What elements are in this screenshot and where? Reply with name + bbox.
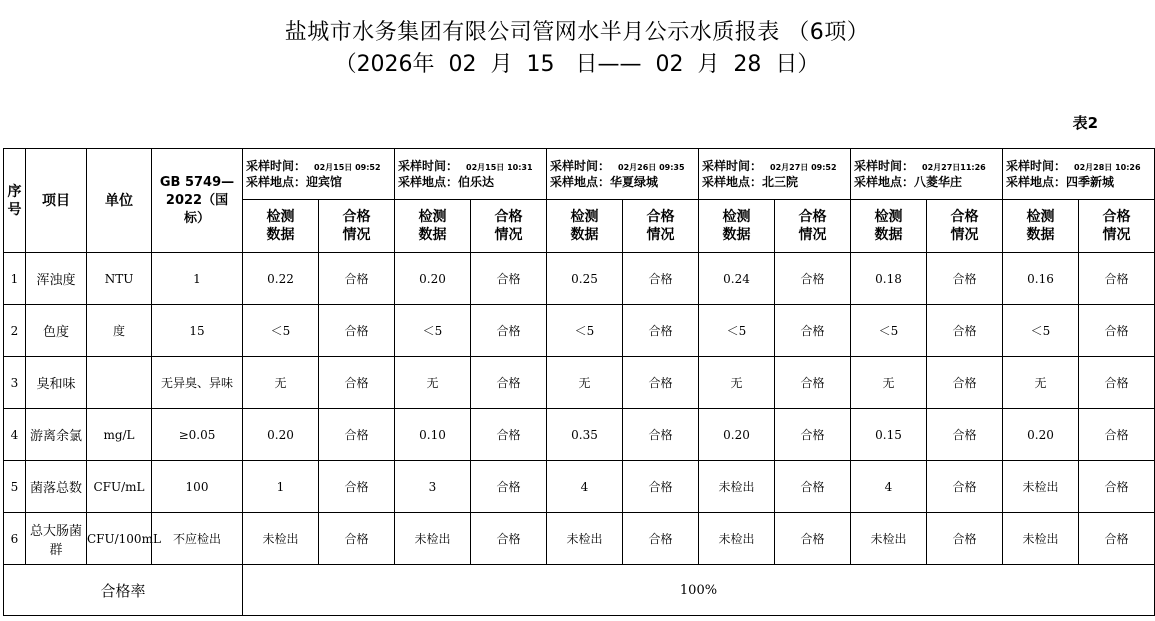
item-name: 臭和味 <box>26 357 87 409</box>
detect-value: 0.15 <box>851 409 927 461</box>
site-header <box>547 149 699 200</box>
item-standard: 15 <box>152 305 243 357</box>
header-seq: 序号 <box>4 149 26 253</box>
header-unit: 单位 <box>87 149 152 253</box>
item-unit: CFU/mL <box>87 461 152 513</box>
site-header <box>699 149 851 200</box>
header-standard: GB 5749—2022（国标） <box>152 149 243 253</box>
detect-value: 无 <box>851 357 927 409</box>
pass-status: 合格 <box>927 513 1003 565</box>
header-pass-status: 合格情况 <box>927 200 1003 253</box>
table-row <box>4 513 1155 565</box>
detect-value: 0.25 <box>547 253 623 305</box>
item-unit: 度 <box>87 305 152 357</box>
pass-status: 合格 <box>319 409 395 461</box>
item-unit <box>87 357 152 409</box>
detect-value: 3 <box>395 461 471 513</box>
table-row <box>4 253 1155 305</box>
detect-value: ＜5 <box>395 305 471 357</box>
sample-time-label: 采样时间： <box>854 158 915 173</box>
sample-time-label: 采样时间： <box>246 158 307 173</box>
detect-value: 无 <box>699 357 775 409</box>
report-title: 盐城市水务集团有限公司管网水半月公示水质报表 （6项） <box>284 20 870 45</box>
detect-value: 未检出 <box>395 513 471 565</box>
detect-value: 未检出 <box>699 513 775 565</box>
item-unit: CFU/100mL <box>87 513 152 565</box>
site-header <box>243 149 395 200</box>
pass-status: 合格 <box>1079 305 1155 357</box>
item-standard: 不应检出 <box>152 513 243 565</box>
pass-status: 合格 <box>1079 409 1155 461</box>
detect-value: 0.20 <box>395 253 471 305</box>
detect-value: 未检出 <box>1003 461 1079 513</box>
site-header <box>851 149 1003 200</box>
pass-status: 合格 <box>1079 513 1155 565</box>
detect-value: 未检出 <box>699 461 775 513</box>
header-detect-data: 检测数据 <box>699 200 775 253</box>
row-number: 4 <box>4 409 26 461</box>
sample-place-value: 华夏绿城 <box>610 174 659 189</box>
detect-value: 未检出 <box>1003 513 1079 565</box>
header-pass-status: 合格情况 <box>623 200 699 253</box>
detect-value: ＜5 <box>699 305 775 357</box>
pass-status: 合格 <box>1079 357 1155 409</box>
pass-status: 合格 <box>471 305 547 357</box>
detect-value: 无 <box>547 357 623 409</box>
detect-value: 0.24 <box>699 253 775 305</box>
sample-place-value: 四季新城 <box>1066 174 1115 189</box>
detect-value: 0.10 <box>395 409 471 461</box>
detect-value: 无 <box>395 357 471 409</box>
sample-time-value: 02月26日 09:35 <box>618 162 685 172</box>
pass-status: 合格 <box>775 357 851 409</box>
sample-time-value: 02月28日 10:26 <box>1074 162 1141 172</box>
header-detect-data: 检测数据 <box>1003 200 1079 253</box>
detect-value: 未检出 <box>851 513 927 565</box>
sample-place-label: 采样地点： <box>398 174 459 189</box>
pass-status: 合格 <box>471 409 547 461</box>
pass-status: 合格 <box>927 409 1003 461</box>
pass-status: 合格 <box>471 357 547 409</box>
sample-time-value: 02月15日 09:52 <box>314 162 381 172</box>
table-row <box>4 409 1155 461</box>
detect-value: ＜5 <box>547 305 623 357</box>
row-number: 3 <box>4 357 26 409</box>
pass-status: 合格 <box>319 461 395 513</box>
pass-status: 合格 <box>623 513 699 565</box>
water-quality-table <box>3 148 1155 616</box>
table-row <box>4 461 1155 513</box>
table-row <box>4 305 1155 357</box>
detect-value: 0.16 <box>1003 253 1079 305</box>
item-name: 菌落总数 <box>26 461 87 513</box>
pass-status: 合格 <box>775 305 851 357</box>
pass-status: 合格 <box>319 305 395 357</box>
header-pass-status: 合格情况 <box>471 200 547 253</box>
row-number: 5 <box>4 461 26 513</box>
pass-status: 合格 <box>775 409 851 461</box>
pass-status: 合格 <box>623 461 699 513</box>
sample-place-label: 采样地点： <box>1006 174 1067 189</box>
pass-status: 合格 <box>471 461 547 513</box>
sample-time-label: 采样时间： <box>702 158 763 173</box>
item-standard: 无异臭、异味 <box>152 357 243 409</box>
table-number-label: 表2 <box>1072 114 1098 132</box>
item-standard: 100 <box>152 461 243 513</box>
sample-time-value: 02月15日 10:31 <box>466 162 533 172</box>
pass-status: 合格 <box>927 357 1003 409</box>
detect-value: 0.18 <box>851 253 927 305</box>
item-name: 色度 <box>26 305 87 357</box>
detect-value: 无 <box>1003 357 1079 409</box>
row-number: 6 <box>4 513 26 565</box>
pass-status: 合格 <box>623 253 699 305</box>
pass-status: 合格 <box>775 513 851 565</box>
summary-row <box>4 565 1155 616</box>
detect-value: 0.20 <box>699 409 775 461</box>
row-number: 2 <box>4 305 26 357</box>
sample-time-value: 02月27日 09:52 <box>770 162 837 172</box>
detect-value: 未检出 <box>243 513 319 565</box>
detect-value: ＜5 <box>851 305 927 357</box>
detect-value: 0.20 <box>243 409 319 461</box>
item-name: 浑浊度 <box>26 253 87 305</box>
sample-place-value: 迎宾馆 <box>306 174 343 189</box>
item-name: 总大肠菌群 <box>26 513 87 565</box>
sample-time-label: 采样时间： <box>398 158 459 173</box>
item-standard: ≥0.05 <box>152 409 243 461</box>
sample-time-value: 02月27日11:26 <box>922 162 986 172</box>
detect-value: 0.20 <box>1003 409 1079 461</box>
pass-status: 合格 <box>775 461 851 513</box>
sample-place-label: 采样地点： <box>702 174 763 189</box>
header-detect-data: 检测数据 <box>547 200 623 253</box>
sample-place-label: 采样地点： <box>246 174 307 189</box>
header-pass-status: 合格情况 <box>775 200 851 253</box>
pass-status: 合格 <box>927 253 1003 305</box>
detect-value: 0.35 <box>547 409 623 461</box>
site-header <box>1003 149 1155 200</box>
header-detect-data: 检测数据 <box>395 200 471 253</box>
item-name: 游离余氯 <box>26 409 87 461</box>
pass-status: 合格 <box>319 357 395 409</box>
sample-place-value: 八菱华庄 <box>914 174 963 189</box>
detect-value: 未检出 <box>547 513 623 565</box>
header-item: 项目 <box>26 149 87 253</box>
pass-status: 合格 <box>927 305 1003 357</box>
pass-status: 合格 <box>319 513 395 565</box>
detect-value: 4 <box>851 461 927 513</box>
pass-status: 合格 <box>623 409 699 461</box>
table-row <box>4 357 1155 409</box>
detect-value: 0.22 <box>243 253 319 305</box>
sample-place-value: 北三院 <box>762 174 799 189</box>
table-body <box>4 253 1155 565</box>
item-standard: 1 <box>152 253 243 305</box>
row-number: 1 <box>4 253 26 305</box>
detect-value: 无 <box>243 357 319 409</box>
site-header <box>395 149 547 200</box>
header-detect-data: 检测数据 <box>243 200 319 253</box>
pass-status: 合格 <box>775 253 851 305</box>
pass-status: 合格 <box>1079 461 1155 513</box>
pass-rate-label: 合格率 <box>4 565 243 616</box>
pass-status: 合格 <box>927 461 1003 513</box>
header-pass-status: 合格情况 <box>319 200 395 253</box>
sample-place-label: 采样地点： <box>550 174 611 189</box>
pass-status: 合格 <box>623 357 699 409</box>
detect-value: ＜5 <box>1003 305 1079 357</box>
sample-time-label: 采样时间： <box>1006 158 1067 173</box>
sample-place-value: 伯乐达 <box>458 174 495 189</box>
pass-status: 合格 <box>471 253 547 305</box>
detect-value: ＜5 <box>243 305 319 357</box>
pass-rate-value: 100% <box>243 565 1155 616</box>
report-date-range: （2026年 02 月 15 日—— 02 月 28 日） <box>334 52 820 77</box>
pass-status: 合格 <box>319 253 395 305</box>
pass-status: 合格 <box>1079 253 1155 305</box>
header-pass-status: 合格情况 <box>1079 200 1155 253</box>
sample-time-label: 采样时间： <box>550 158 611 173</box>
pass-status: 合格 <box>471 513 547 565</box>
item-unit: NTU <box>87 253 152 305</box>
detect-value: 1 <box>243 461 319 513</box>
detect-value: 4 <box>547 461 623 513</box>
pass-status: 合格 <box>623 305 699 357</box>
item-unit: mg/L <box>87 409 152 461</box>
header-detect-data: 检测数据 <box>851 200 927 253</box>
sample-place-label: 采样地点： <box>854 174 915 189</box>
